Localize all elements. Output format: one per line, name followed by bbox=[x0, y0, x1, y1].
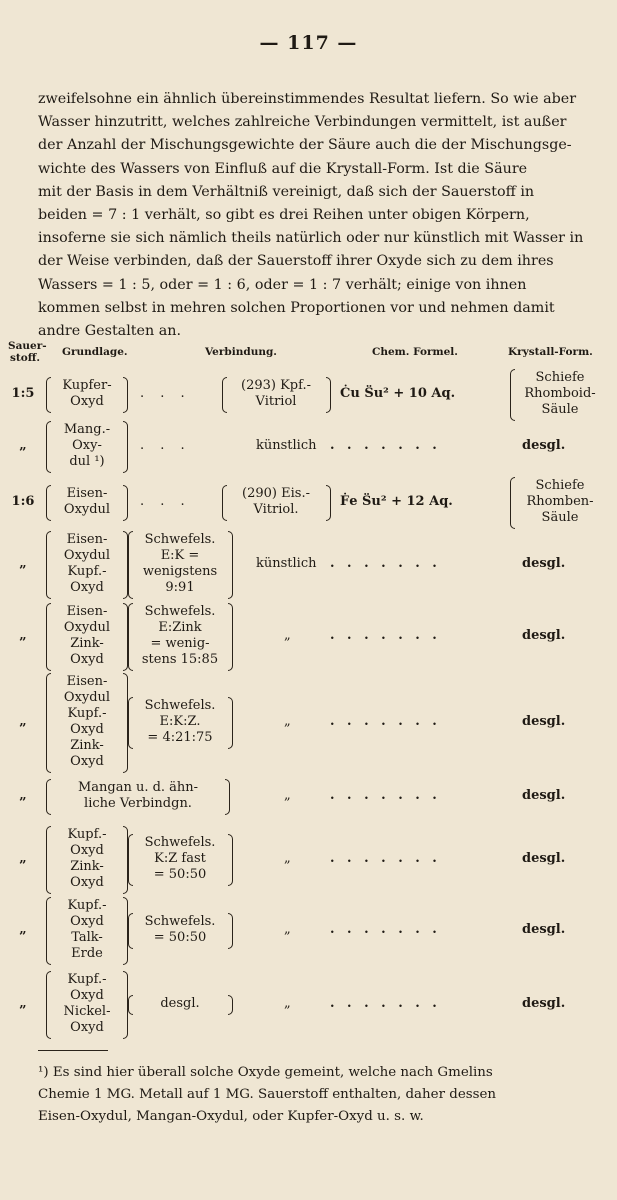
base-line: Mangan u. d. ähn- bbox=[77, 780, 199, 795]
base-cell bbox=[52, 898, 122, 962]
base-line: Zink- bbox=[70, 738, 104, 753]
mixture-line: Schwefels. bbox=[144, 914, 216, 929]
krystall-cell: desgl. bbox=[522, 438, 566, 453]
base-line: Oxyd bbox=[70, 875, 104, 890]
ratio-cell: 1:6 bbox=[11, 494, 35, 509]
brace-left bbox=[46, 971, 51, 1039]
verbindung-cell: „ bbox=[284, 628, 291, 643]
paragraph-line: beiden = 7 : 1 verhält, so gibt es drei Reihen unter obigen Körpern, bbox=[38, 207, 530, 224]
footnote-line: Chemie 1 MG. Metall auf 1 MG. Sauerstoff enthalten, daher dessen bbox=[38, 1087, 497, 1102]
verbindung-cell bbox=[228, 378, 324, 410]
ratio-cell: „ bbox=[19, 714, 27, 729]
ratio-cell: 1:5 bbox=[11, 386, 35, 401]
krystall-cell: desgl. bbox=[522, 996, 566, 1011]
paragraph-line: der Weise verbinden, daß der Sauerstoff ihrer Oxyde sich zu dem ihres bbox=[38, 253, 554, 270]
krystall-line: Säule bbox=[541, 510, 579, 525]
table-row bbox=[0, 418, 617, 474]
table-row bbox=[0, 480, 617, 524]
krystall-cell bbox=[514, 370, 606, 418]
krystall-cell: desgl. bbox=[522, 922, 566, 937]
verbindung-cell: „ bbox=[284, 996, 291, 1011]
ratio-cell: „ bbox=[19, 556, 27, 571]
brace-right bbox=[228, 531, 233, 599]
footnote-line: ¹) Es sind hier überall solche Oxyde gemeint, welche nach Gmelins bbox=[38, 1065, 493, 1080]
krystall-cell: desgl. bbox=[522, 714, 566, 729]
mixture-line: Schwefels. bbox=[144, 604, 216, 619]
brace-right bbox=[225, 779, 230, 815]
body-paragraph bbox=[38, 88, 597, 343]
krystall-line: Rhomboid- bbox=[524, 386, 596, 401]
base-line: Oxyd bbox=[70, 1020, 104, 1035]
verbindung-line: Vitriol bbox=[255, 394, 297, 409]
base-line: Eisen- bbox=[66, 674, 108, 689]
table-row bbox=[0, 532, 617, 596]
paragraph-line: insoferne sie sich nämlich theils natürlich oder nur künstlich mit Wasser in bbox=[38, 230, 584, 247]
paragraph-line: kommen selbst in mehren solchen Proportionen vor und nehmen damit bbox=[38, 299, 555, 316]
formula-cell: . . . . . . . bbox=[330, 556, 441, 571]
krystall-line: Schiefe bbox=[535, 370, 585, 385]
mixture-line: E:K = bbox=[160, 548, 200, 563]
base-line: Talk- bbox=[71, 930, 103, 945]
paragraph-line: zweifelsohne ein ähnlich übereinstimmendes Resultat liefern. So wie aber bbox=[38, 91, 577, 107]
formula-cell: . . . . . . . bbox=[330, 714, 441, 729]
krystall-line: Schiefe bbox=[535, 478, 585, 493]
mixture-line: desgl. bbox=[160, 996, 200, 1011]
base-cell bbox=[52, 780, 224, 812]
paragraph-line: mit der Basis in dem Verhältniß vereinigt, daß sich der Sauerstoff in bbox=[38, 183, 535, 200]
brace-left bbox=[46, 603, 51, 671]
krystall-line: Säule bbox=[541, 402, 579, 417]
base-line: Zink- bbox=[70, 636, 104, 651]
krystall-cell: desgl. bbox=[522, 628, 566, 643]
verbindung-cell bbox=[228, 486, 324, 518]
paragraph-line: Wasser hinzutritt, welches zahlreiche Verbindungen vermittelt, ist außer bbox=[38, 114, 567, 131]
page-number: — 117 — bbox=[259, 32, 358, 54]
mixture-cell bbox=[134, 996, 226, 1012]
formula-cell: . . . . . . . bbox=[330, 996, 441, 1011]
base-line: Oxyd bbox=[70, 914, 104, 929]
base-cell bbox=[52, 827, 122, 891]
base-line: Oxydul bbox=[63, 502, 111, 517]
mixture-line: 9:91 bbox=[165, 580, 195, 595]
base-line: Kupf.- bbox=[67, 827, 107, 842]
base-cell bbox=[52, 532, 122, 596]
base-line: Eisen- bbox=[66, 486, 108, 501]
mixture-line: K:Z fast bbox=[154, 851, 206, 866]
header-sauerstoff-line1: Sauer- bbox=[8, 340, 47, 352]
base-line: liche Verbindgn. bbox=[84, 796, 192, 811]
brace-left bbox=[128, 603, 133, 671]
base-cell bbox=[52, 604, 122, 668]
table-row bbox=[0, 372, 617, 416]
verbindung-cell: „ bbox=[284, 851, 291, 866]
brace-left bbox=[128, 697, 133, 749]
header-sauerstoff bbox=[8, 340, 47, 364]
mixture-line: = wenig- bbox=[150, 636, 210, 651]
base-line: Oxyd bbox=[70, 754, 104, 769]
mixture-line: = 50:50 bbox=[153, 867, 207, 882]
brace-left bbox=[128, 834, 133, 886]
table-row bbox=[0, 600, 617, 672]
base-line: Oxyd bbox=[70, 394, 104, 409]
formula-cell: . . . . . . . bbox=[330, 851, 441, 866]
base-line: Eisen- bbox=[66, 604, 108, 619]
header-krystall: Krystall-Form. bbox=[508, 346, 593, 358]
leader-dots: . . . bbox=[140, 386, 191, 401]
brace-right bbox=[123, 421, 128, 473]
brace-left bbox=[46, 485, 51, 521]
paragraph-line: andre Gestalten an. bbox=[38, 323, 182, 340]
brace-left bbox=[46, 897, 51, 965]
verbindung-cell: künstlich bbox=[256, 556, 317, 571]
mixture-line: = 4:21:75 bbox=[147, 730, 213, 745]
header-formel: Chem. Formel. bbox=[372, 346, 458, 358]
mixture-line: Schwefels. bbox=[144, 698, 216, 713]
brace-left bbox=[46, 377, 51, 413]
base-line: Oxydul bbox=[63, 548, 111, 563]
paragraph-line: Wassers = 1 : 5, oder = 1 : 6, oder = 1 : 7 verhält; einige von ihnen bbox=[38, 276, 527, 293]
brace-left bbox=[46, 673, 51, 773]
footnote-line: Eisen-Oxydul, Mangan-Oxydul, oder Kupfer-Oxyd u. s. w. bbox=[38, 1109, 424, 1124]
mixture-line: stens 15:85 bbox=[141, 652, 219, 667]
brace-right bbox=[123, 485, 128, 521]
verbindung-cell: künstlich bbox=[256, 438, 317, 453]
base-line: Kupf.- bbox=[67, 706, 107, 721]
formula-cell: . . . . . . . bbox=[330, 788, 441, 803]
leader-dots: . . . bbox=[140, 438, 191, 453]
base-line: dul ¹) bbox=[69, 454, 105, 469]
mixture-line: = 50:50 bbox=[153, 930, 207, 945]
krystall-cell bbox=[514, 478, 606, 526]
brace-right bbox=[228, 603, 233, 671]
base-line: Zink- bbox=[70, 859, 104, 874]
verbindung-cell: „ bbox=[284, 714, 291, 729]
mixture-cell bbox=[134, 914, 226, 946]
brace-left bbox=[128, 531, 133, 599]
formula-cell: . . . . . . . bbox=[330, 438, 441, 453]
base-line: Oxydul bbox=[63, 690, 111, 705]
brace-right bbox=[123, 377, 128, 413]
brace-right bbox=[326, 485, 331, 521]
base-cell bbox=[52, 378, 122, 410]
header-grundlage: Grundlage. bbox=[62, 346, 128, 358]
brace-left bbox=[46, 779, 51, 815]
ratio-cell: „ bbox=[19, 788, 27, 803]
header-sauerstoff-line2: stoff. bbox=[9, 352, 41, 364]
mixture-line: wenigstens bbox=[142, 564, 218, 579]
verbindung-cell: „ bbox=[284, 788, 291, 803]
brace-left bbox=[46, 826, 51, 894]
base-line: Oxyd bbox=[70, 843, 104, 858]
mixture-line: Schwefels. bbox=[144, 835, 216, 850]
brace-left bbox=[46, 531, 51, 599]
brace-left bbox=[128, 995, 133, 1015]
base-line: Nickel- bbox=[63, 1004, 111, 1019]
footnote bbox=[38, 1062, 597, 1128]
base-line: Kupf.- bbox=[67, 972, 107, 987]
brace-left bbox=[222, 485, 227, 521]
brace-left bbox=[222, 377, 227, 413]
base-line: Eisen- bbox=[66, 532, 108, 547]
footnote-rule bbox=[38, 1050, 108, 1051]
table-row bbox=[0, 826, 617, 892]
base-line: Oxyd bbox=[70, 722, 104, 737]
base-line: Kupf.- bbox=[67, 898, 107, 913]
base-line: Oxy- bbox=[72, 438, 102, 453]
ratio-cell: „ bbox=[19, 922, 27, 937]
paragraph-line: der Anzahl der Mischungsgewichte der Säure auch die der Mischungsge- bbox=[38, 137, 572, 154]
krystall-line: Rhomben- bbox=[526, 494, 594, 509]
mixture-line: E:K:Z. bbox=[159, 714, 201, 729]
krystall-cell: desgl. bbox=[522, 788, 566, 803]
header-verbindung: Verbindung. bbox=[205, 346, 277, 358]
ratio-cell: „ bbox=[19, 438, 27, 453]
formula-cell: . . . . . . . bbox=[330, 628, 441, 643]
verbindung-cell: „ bbox=[284, 922, 291, 937]
brace-right bbox=[228, 913, 233, 949]
ratio-cell: „ bbox=[19, 851, 27, 866]
brace-right bbox=[228, 697, 233, 749]
table-row bbox=[0, 972, 617, 1036]
base-line: Oxyd bbox=[70, 988, 104, 1003]
base-line: Oxydul bbox=[63, 620, 111, 635]
verbindung-line: Vitriol. bbox=[253, 502, 299, 517]
base-line: Kupf.- bbox=[67, 564, 107, 579]
base-cell bbox=[52, 972, 122, 1036]
ratio-cell: „ bbox=[19, 996, 27, 1011]
mixture-line: Schwefels. bbox=[144, 532, 216, 547]
mixture-line: E:Zink bbox=[158, 620, 202, 635]
base-cell bbox=[52, 674, 122, 770]
base-cell bbox=[52, 486, 122, 518]
krystall-cell: desgl. bbox=[522, 851, 566, 866]
brace-right bbox=[228, 995, 233, 1015]
brace-right bbox=[326, 377, 331, 413]
table-row bbox=[0, 898, 617, 962]
base-line: Oxyd bbox=[70, 580, 104, 595]
krystall-cell: desgl. bbox=[522, 556, 566, 571]
brace-left bbox=[46, 421, 51, 473]
paragraph-line: wichte des Wassers von Einfluß auf die Krystall-Form. Ist die Säure bbox=[38, 160, 528, 177]
base-line: Kupfer- bbox=[62, 378, 112, 393]
mixture-cell bbox=[134, 698, 226, 746]
base-line: Erde bbox=[71, 946, 103, 961]
verbindung-line: (293) Kpf.- bbox=[241, 378, 311, 393]
formula-cell: Ḟe S̈u² + 12 Aq. bbox=[340, 494, 453, 509]
formula-cell: Ċu S̈u² + 10 Aq. bbox=[340, 386, 456, 401]
brace-right bbox=[228, 834, 233, 886]
base-cell bbox=[52, 422, 122, 470]
ratio-cell: „ bbox=[19, 628, 27, 643]
base-line: Oxyd bbox=[70, 652, 104, 667]
table-row bbox=[0, 676, 617, 768]
verbindung-line: (290) Eis.- bbox=[242, 486, 310, 501]
formula-cell: . . . . . . . bbox=[330, 922, 441, 937]
base-line: Mang.- bbox=[63, 422, 111, 437]
mixture-cell bbox=[134, 835, 226, 883]
leader-dots: . . . bbox=[140, 494, 191, 509]
mixture-cell bbox=[134, 604, 226, 668]
table-row bbox=[0, 776, 617, 816]
brace-left bbox=[128, 913, 133, 949]
mixture-cell bbox=[134, 532, 226, 596]
